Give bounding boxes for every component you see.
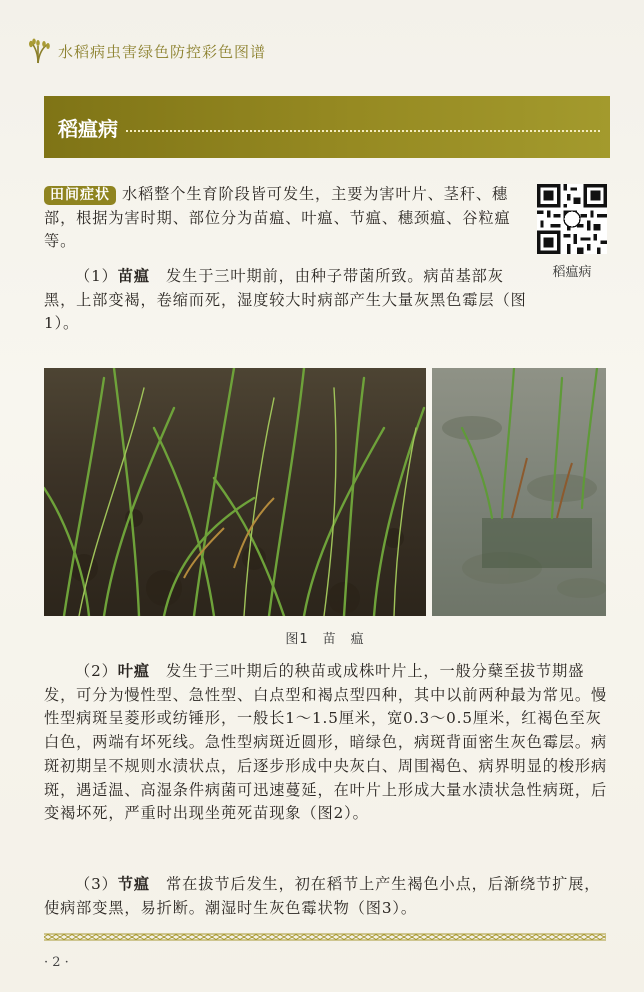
footer-decorative-rule (44, 933, 606, 941)
seedling-blast-photo-closeup (432, 368, 606, 616)
section-banner (44, 96, 610, 158)
seedling-term: 苗瘟 (117, 267, 150, 285)
seedling-blast-paragraph (44, 265, 530, 336)
leaf-text: 发生于三叶期后的秧苗或成株叶片上，一般分蘖至拔节期盛发，可分为慢性型、急性型、白点型和褐点型四种，其中以前两种最为常见。慢性型病斑呈菱形或纺锤形，一般长1～1.5厘米，宽0.3～0.5厘米，红褐色至灰白色，两端有坏死线。急性型病斑近圆形，暗绿色，病斑背面密生灰色霉层。病斑初期呈不规则水渍状点，后逐步形成中央灰白、周围褐色、病界明显的梭形病斑，遇适温、高湿条件病菌可迅速蔓延，在叶片上形成大量水渍状急性病斑，后变褐坏死，严重时出现坐蔸死苗现象（图2）。 (44, 662, 608, 823)
seedling-prefix: （1） (75, 267, 118, 285)
seedling-text: 发生于三叶期前，由种子带菌所致。病苗基部灰黑，上部变褐，卷缩而死，湿度较大时病部产生大量灰黑色霉层（图1）。 (44, 267, 527, 333)
leaf-prefix: （2） (75, 662, 118, 680)
running-title: 水稻病虫害绿色防控彩色图谱 (58, 42, 267, 61)
intro-paragraph (44, 183, 524, 254)
running-header (24, 38, 266, 64)
seedling-blast-photo-field (44, 368, 426, 616)
node-prefix: （3） (75, 875, 118, 893)
qr-caption: 稻瘟病 (552, 265, 592, 280)
node-blast-paragraph (44, 873, 608, 920)
qr-code-icon[interactable] (537, 184, 607, 254)
node-term: 节瘟 (117, 875, 150, 893)
page-number: · 2 · (44, 955, 69, 970)
node-text: 常在拔节后发生，初在稻节上产生褐色小点，后渐绕节扩展，使病部变黑，易折断。潮湿时生灰色霉状物（图3）。 (44, 875, 601, 917)
banner-dotted-line (126, 130, 600, 132)
intro-text: 水稻整个生育阶段皆可发生，主要为害叶片、茎秆、穗部，根据为害时期、部位分为苗瘟、叶瘟、节瘟、穗颈瘟、谷粒瘟等。 (44, 185, 511, 251)
leaf-blast-paragraph (44, 660, 608, 826)
symptom-tag: 田间症状 (44, 186, 116, 205)
leaf-term: 叶瘟 (117, 662, 150, 680)
figure-caption: 图1 苗 瘟 (285, 632, 365, 647)
rice-plant-icon (24, 38, 52, 64)
section-title: 稻瘟病 (58, 116, 118, 141)
